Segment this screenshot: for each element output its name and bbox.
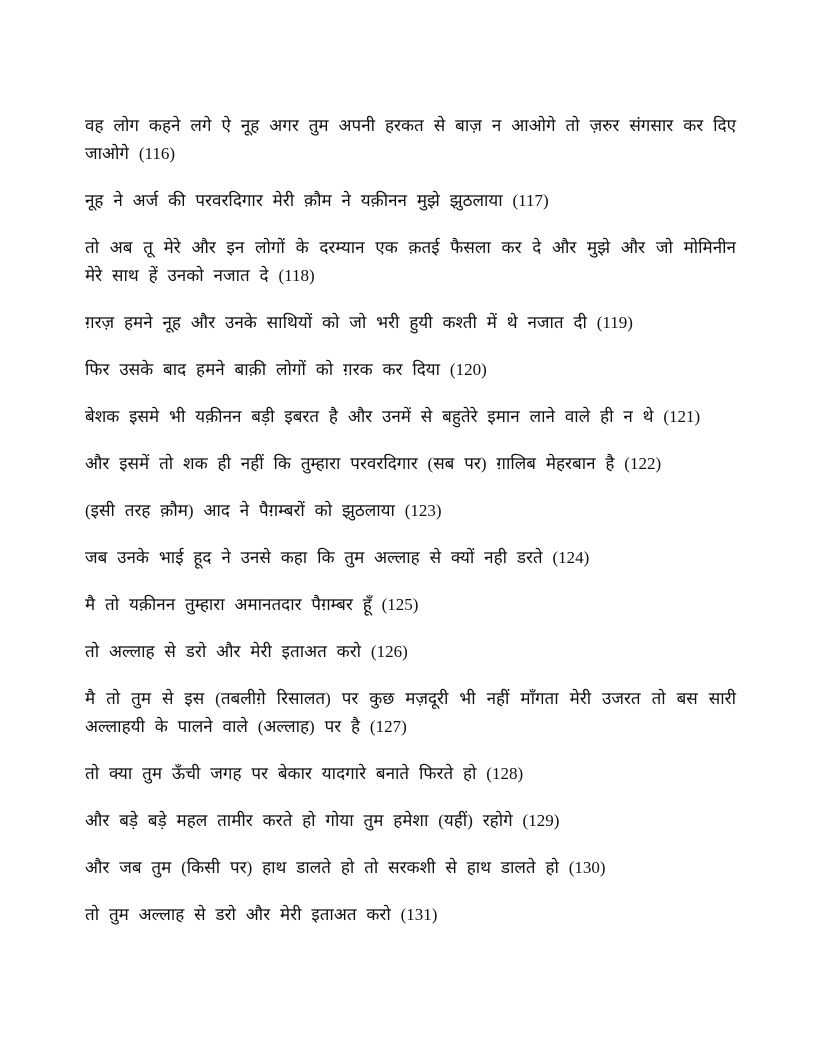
verse-paragraph-128: तो क्या तुम ऊँची जगह पर बेकार यादगारे बनाते फिरते हो (128): [85, 764, 524, 783]
verse-paragraph-121: बेशक इसमे भी यक़ीनन बड़ी इबरत है और उनमें से बहुतेरे इमान लाने वाले ही न थे (121): [85, 407, 701, 426]
verse-paragraph-127: मै तो तुम से इस (तबलीग़े रिसालत) पर कुछ मज़दूरी भी नहीं माँगता मेरी उजरत तो बस सारी अल्लाहयी के पालने वाले (अल्लाह) पर है (127): [85, 689, 736, 736]
verse-paragraph-129: और बड़े बड़े महल तामीर करते हो गोया तुम हमेशा (यहीं) रहोगे (129): [85, 811, 560, 830]
verse-paragraph-122: और इसमें तो शक ही नहीं कि तुम्हारा परवरदिगार (सब पर) ग़ालिब मेहरबान है (122): [85, 454, 662, 473]
verse-paragraph-118: तो अब तू मेरे और इन लोगों के दरम्यान एक क़तई फैसला कर दे और मुझे और जो मोमिनीन मेरे साथ हें उनको नजात दे (118): [85, 238, 736, 285]
verse-text-block: [85, 112, 736, 929]
verse-paragraph-126: तो अल्लाह से डरो और मेरी इताअत करो (126): [85, 642, 408, 661]
verse-paragraph-124: जब उनके भाई हूद ने उनसे कहा कि तुम अल्लाह से क्यों नही डरते (124): [85, 548, 590, 567]
verse-paragraph-117: नूह ने अर्ज की परवरदिगार मेरी क़ौम ने यक़ीनन मुझे झुठलाया (117): [85, 191, 549, 210]
verse-paragraph-130: और जब तुम (किसी पर) हाथ डालते हो तो सरकशी से हाथ डालते हो (130): [85, 858, 606, 877]
verse-paragraph-120: फिर उसके बाद हमने बाक़ी लोगों को ग़रक कर दिया (120): [85, 360, 487, 379]
verse-paragraph-131: तो तुम अल्लाह से डरो और मेरी इताअत करो (131): [85, 905, 438, 924]
verse-paragraph-125: मै तो यक़ीनन तुम्हारा अमानतदार पैग़म्बर हूँ (125): [85, 595, 419, 614]
verse-paragraph-116: वह लोग कहने लगे ऐ नूह अगर तुम अपनी हरकत से बाज़ न आओगे तो ज़रुर संगसार कर दिए जाओगे (116): [85, 116, 736, 163]
verse-paragraph-119: ग़रज़ हमने नूह और उनके साथियों को जो भरी हुयी कश्ती में थे नजात दी (119): [85, 313, 633, 332]
verse-paragraph-123: (इसी तरह क़ौम) आद ने पैग़म्बरों को झुठलाया (123): [85, 501, 442, 520]
